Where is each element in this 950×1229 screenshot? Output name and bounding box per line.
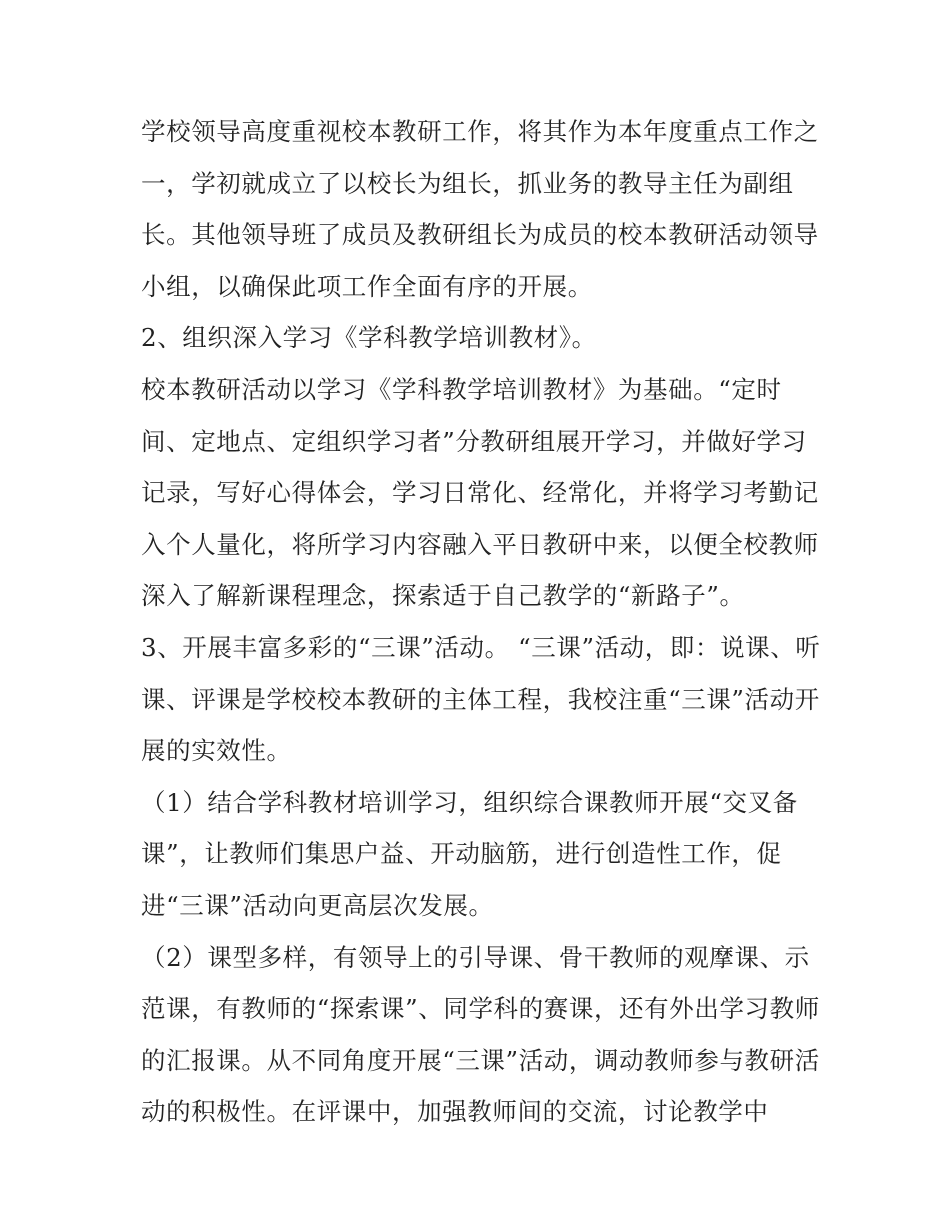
text-line: 间、定地点、定组织学习者”分教研组展开学习，并做好学习 (141, 426, 807, 456)
text-line: 长。其他领导班了成员及教研组长为成员的校本教研活动领导 (141, 220, 819, 250)
text-line: 课”，让教师们集思户益、开动脑筋，进行创造性工作，促 (141, 839, 782, 869)
text-line: 校本教研活动以学习《学科教学培训教材》为基础。“定时 (141, 374, 782, 404)
text-line: 深入了解新课程理念，探索适于自己教学的“新路子”。 (141, 581, 745, 611)
text-line: 的汇报课。从不同角度开展“三课”活动，调动教师参与教研活 (141, 1045, 820, 1075)
text-line: （1）结合学科教材培训学习，组织综合课教师开展“交叉备 (141, 787, 798, 817)
text-line: 课、评课是学校校本教研的主体工程，我校注重“三课”活动开 (141, 684, 820, 714)
text-line: 入个人量化，将所学习内容融入平日教研中来，以便全校教师 (141, 529, 819, 559)
text-line: 动的积极性。在评课中，加强教师间的交流，讨论教学中 (141, 1097, 769, 1127)
text-line: 范课，有教师的“探索课”、同学科的赛课，还有外出学习教师 (141, 994, 820, 1024)
text-line: 小组，以确保此项工作全面有序的开展。 (141, 271, 593, 301)
document-body (141, 106, 821, 1138)
text-line: 学校领导高度重视校本教研工作，将其作为本年度重点工作之 (141, 117, 819, 146)
text-line: 进“三课”活动向更高层次发展。 (141, 890, 494, 920)
text-line: 记录，写好心得体会，学习日常化、经常化，并将学习考勤记 (141, 478, 819, 508)
text-line: 一，学初就成立了以校长为组长，抓业务的教导主任为副组 (141, 168, 794, 198)
text-line: 展的实效性。 (141, 736, 292, 766)
text-line: （2）课型多样，有领导上的引导课、骨干教师的观摩课、示 (141, 942, 810, 972)
section-heading: 3、开展丰富多彩的“三课”活动。 “三课”活动，即：说课、听 (141, 632, 821, 662)
section-heading: 2、组织深入学习《学科教学培训教材》。 (141, 323, 597, 353)
